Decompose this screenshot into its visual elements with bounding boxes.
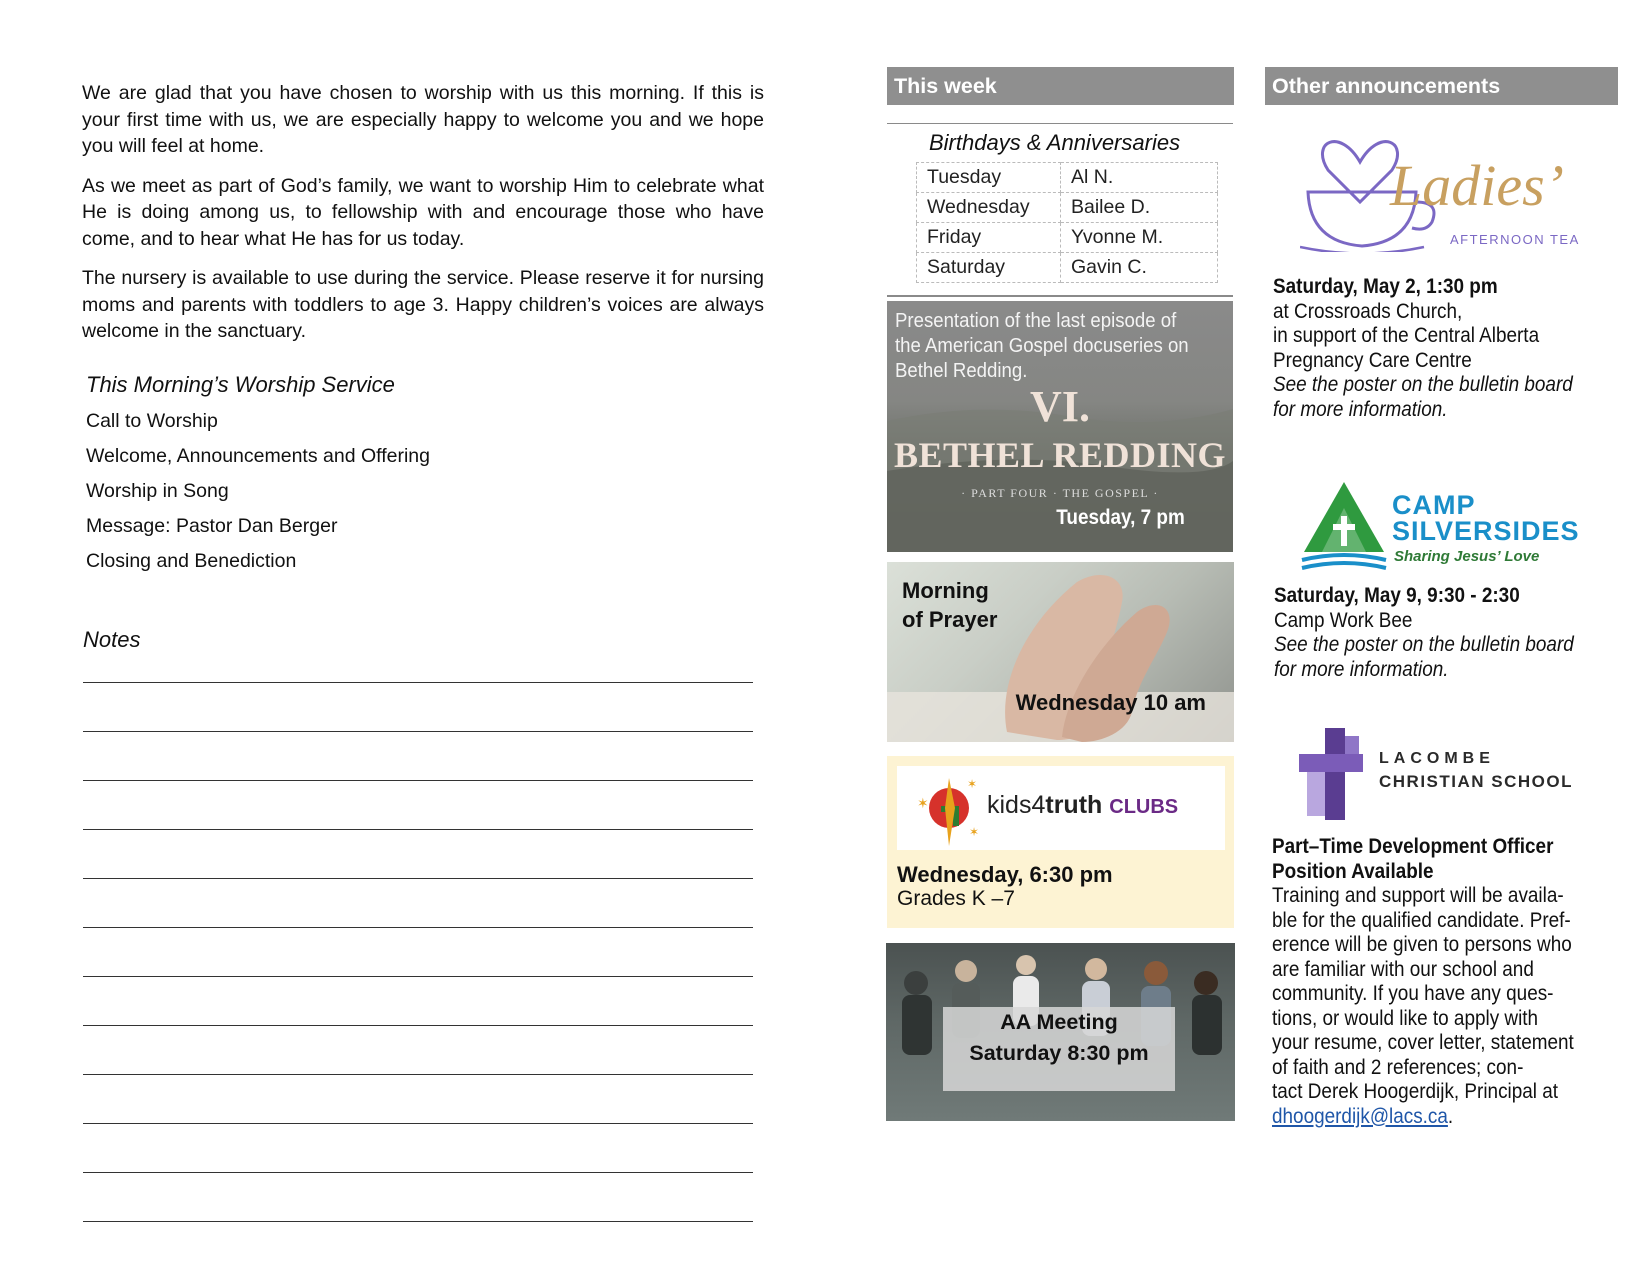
- ladies-tea-logo: [1300, 122, 1600, 252]
- bethel-redding-card: [887, 301, 1233, 552]
- email-link[interactable]: dhoogerdijk@lacs.ca: [1272, 1103, 1448, 1128]
- aa-meeting-label: [943, 1007, 1175, 1091]
- svg-text:✶: ✶: [917, 795, 929, 811]
- lacombe-body-line: community. If you have any ques-: [1272, 981, 1554, 1005]
- ladies-line: Pregnancy Care Centre: [1273, 347, 1472, 372]
- birthdays-title: Birthdays & Anniversaries: [929, 130, 1181, 155]
- note-line: [83, 1172, 753, 1173]
- table-row: [917, 253, 1218, 283]
- tree-cross-icon: [1300, 480, 1390, 576]
- birthday-name: Bailee D.: [1061, 193, 1218, 223]
- prayer-title: [902, 576, 997, 634]
- note-line: [83, 1074, 753, 1075]
- lacombe-body-line: your resume, cover letter, statement: [1272, 1030, 1574, 1054]
- birthday-day: Saturday: [917, 253, 1061, 283]
- camp-logo-tagline: Sharing Jesus’ Love: [1394, 548, 1540, 565]
- welcome-paragraph-1: We are glad that you have chosen to worship with us this morning. If this is your first time with us, we are especially happy to welcome you and we hope you will feel at home.: [82, 82, 764, 157]
- service-item: Worship in Song: [86, 480, 229, 502]
- svg-text:✶: ✶: [969, 825, 980, 839]
- morning-prayer-card: [887, 562, 1234, 742]
- kids4truth-logo: [897, 766, 1225, 850]
- ladies-logo-word: Ladies’: [1390, 153, 1564, 218]
- camp-text: [1274, 583, 1619, 681]
- note-line: [83, 731, 753, 732]
- table-row: [917, 193, 1218, 223]
- episode-number: VI.: [1030, 382, 1090, 431]
- lacombe-school-logo: [1295, 726, 1615, 822]
- table-row: [917, 163, 1218, 193]
- lacombe-text: [1272, 834, 1620, 1128]
- note-line: [83, 878, 753, 879]
- email-period: .: [1447, 1103, 1454, 1128]
- lacombe-body-line: Training and support will be availa-: [1272, 883, 1564, 907]
- lacombe-job-title: Part–Time Development Officer: [1272, 834, 1554, 858]
- kids4truth-card: [887, 756, 1234, 928]
- svg-text:✶: ✶: [967, 777, 978, 791]
- lacombe-logo-line-2: CHRISTIAN SCHOOL: [1379, 772, 1573, 791]
- lacombe-job-title: Position Available: [1272, 858, 1434, 883]
- notes-title: Notes: [83, 627, 141, 652]
- camp-silversides-logo: [1300, 480, 1600, 576]
- ladies-note: See the poster on the bulletin board: [1273, 372, 1573, 396]
- birthdays-table: [916, 162, 1218, 283]
- lacombe-body-line: tact Derek Hoogerdijk, Principal at: [1272, 1079, 1559, 1103]
- kids-grades: Grades K –7: [897, 887, 1015, 910]
- episode-title: BETHEL REDDING: [893, 435, 1227, 475]
- service-item: Message: Pastor Dan Berger: [86, 515, 338, 537]
- note-line: [83, 927, 753, 928]
- kids-time: Wednesday, 6:30 pm: [897, 862, 1113, 887]
- table-row: [917, 223, 1218, 253]
- this-week-header: This week: [887, 67, 1234, 105]
- other-announcements-header: Other announcements: [1265, 67, 1618, 105]
- ladies-logo-sub: AFTERNOON TEA: [1450, 232, 1580, 247]
- camp-line: Camp Work Bee: [1274, 607, 1413, 632]
- kids4truth-emblem-icon: [903, 766, 983, 850]
- birthday-day: Tuesday: [917, 163, 1061, 193]
- kids4truth-wordmark: [987, 791, 1178, 820]
- birthday-name: Gavin C.: [1061, 253, 1218, 283]
- lacombe-body-line: of faith and 2 references; con-: [1272, 1054, 1524, 1079]
- camp-logo-line-1: CAMP: [1392, 490, 1476, 520]
- note-line: [83, 1221, 753, 1222]
- note-line: [83, 1025, 753, 1026]
- ladies-line: at Crossroads Church,: [1273, 298, 1463, 323]
- ladies-date: Saturday, May 2, 1:30 pm: [1273, 274, 1498, 298]
- welcome-paragraph-2: As we meet as part of God’s family, we want to worship Him to celebrate what He is doing among us, to fellowship with and encourage those who have come, and to hear what He has for us today.: [82, 174, 764, 250]
- service-order-list: [86, 404, 430, 579]
- aa-title: AA Meeting: [1000, 1010, 1118, 1034]
- note-line: [83, 682, 753, 683]
- welcome-text: [82, 80, 764, 358]
- birthday-name: Al N.: [1061, 163, 1218, 193]
- ladies-tea-text: [1273, 274, 1618, 421]
- lacombe-body-line: are familiar with our school and: [1272, 956, 1534, 981]
- service-item: Call to Worship: [86, 410, 218, 432]
- note-line: [83, 829, 753, 830]
- episode-part: · PART FOUR · THE GOSPEL ·: [961, 486, 1159, 500]
- ladies-note: for more information.: [1273, 396, 1448, 421]
- aa-time: Saturday 8:30 pm: [969, 1041, 1149, 1065]
- kids4truth-word-a: kids4: [987, 791, 1046, 819]
- lacombe-body-line: ble for the qualified candidate. Pref-: [1272, 907, 1571, 932]
- lacombe-logo-line-1: LACOMBE: [1379, 750, 1495, 767]
- lacombe-body-line: erence will be given to persons who: [1272, 932, 1572, 956]
- birthday-day: Friday: [917, 223, 1061, 253]
- birthday-name: Yvonne M.: [1061, 223, 1218, 253]
- camp-note: See the poster on the bulletin board: [1274, 632, 1574, 656]
- service-item: Closing and Benediction: [86, 550, 297, 572]
- prayer-title-line-1: Morning: [902, 578, 989, 603]
- note-line: [83, 976, 753, 977]
- note-line: [83, 1123, 753, 1124]
- note-line: [83, 780, 753, 781]
- lacombe-email-line: [1272, 1104, 1578, 1129]
- prayer-title-line-2: of Prayer: [902, 607, 998, 632]
- purple-cross-icon: [1295, 726, 1375, 822]
- service-item: Welcome, Announcements and Offering: [86, 445, 430, 467]
- kids4truth-word-b: truth: [1045, 791, 1103, 819]
- aa-meeting-card: [886, 943, 1235, 1121]
- kids4truth-word-c: CLUBS: [1109, 796, 1179, 818]
- welcome-paragraph-3: The nursery is available to use during the service. Please reserve it for nursing moms and parents with toddlers to age 3. Happy children’s voices are always welcome in the sanctuary.: [82, 267, 764, 342]
- bethel-time: Tuesday, 7 pm: [1056, 506, 1185, 529]
- lacombe-body-line: tions, or would like to apply with: [1272, 1005, 1539, 1030]
- ladies-line: in support of the Central Alberta: [1273, 323, 1540, 347]
- camp-date: Saturday, May 9, 9:30 - 2:30: [1274, 583, 1520, 607]
- bethel-intro-text: Presentation of the last episode of the American Gospel docuseries on Bethel Redding.: [895, 310, 1189, 382]
- service-title: This Morning’s Worship Service: [86, 372, 395, 397]
- camp-logo-line-2: SILVERSIDES: [1392, 516, 1580, 546]
- birthdays-box: [887, 123, 1233, 297]
- birthday-day: Wednesday: [917, 193, 1061, 223]
- prayer-time: Wednesday 10 am: [1015, 690, 1206, 715]
- camp-note: for more information.: [1274, 656, 1449, 681]
